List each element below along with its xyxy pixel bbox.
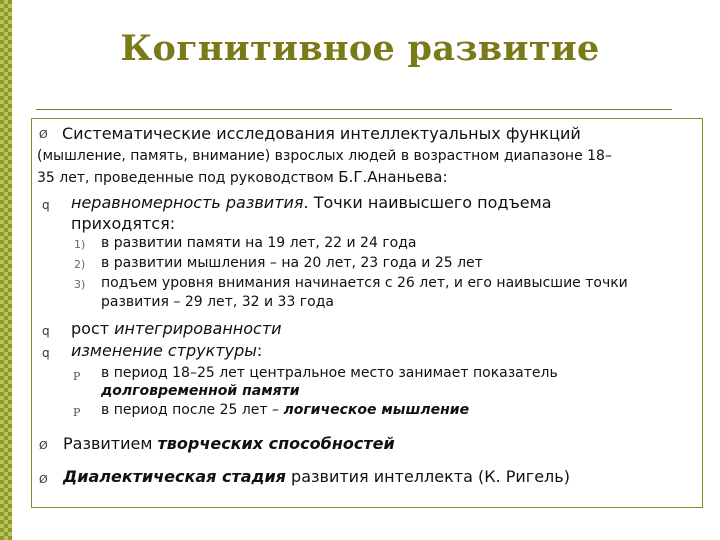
arrow-bullet-icon: Ø [39,128,48,141]
point3-sub1-line-1: в период 18–25 лет центральное место занимает показатель [101,365,558,381]
sub-bullet-icon: P [73,406,81,419]
point5-line [63,467,570,486]
sub-bullet-icon: P [73,370,81,383]
point1-italic: неравномерность развития [71,193,304,212]
arrow-bullet-icon: Ø [39,439,48,452]
intro-line-3-text: 35 лет, проведенные под руководством [37,170,339,186]
intro-line-2: (мышление, память, внимание) взрослых людей в возрастном диапазоне 18– [37,148,612,164]
decorative-checker-strip [0,0,12,540]
point1-line-1 [71,193,552,212]
point3-sub2-bold: логическое мышление [283,402,470,418]
title-divider [36,109,672,110]
point4-bold: творческих способностей [157,434,395,453]
intro-line-3 [37,168,448,186]
point2-line [71,319,282,338]
square-bullet-icon: q [42,324,50,338]
point1-rest: . Точки наивысшего подъема [303,193,552,212]
point4-line [63,434,395,453]
point3-rest: : [256,341,263,360]
point5-bold: Диалектическая стадия [63,467,286,486]
point4-pre: Развитием [63,434,158,453]
point1-item-3: подъем уровня внимания начинается с 26 лет, и его наивысшие точки [101,275,628,291]
item-number: 2) [74,258,86,271]
point1-line-2: приходятся: [71,214,176,233]
item-number: 3) [74,278,86,291]
point1-item-3-line-2: развития – 29 лет, 32 и 33 года [101,294,334,310]
item-number: 1) [74,238,86,251]
slide-title: Когнитивное развитие [120,28,600,69]
square-bullet-icon: q [42,346,50,360]
point5-rest: развития интеллекта (К. Ригель) [285,467,570,486]
point1-item-1: в развитии памяти на 19 лет, 22 и 24 года [101,235,417,251]
point3-sub1-bold: долговременной памяти [101,383,300,399]
intro-author: Б.Г.Ананьева: [338,168,448,186]
arrow-bullet-icon: Ø [39,473,48,486]
square-bullet-icon: q [42,198,50,212]
point1-item-2: в развитии мышления – на 20 лет, 23 года и 25 лет [101,255,483,271]
point3-sub1-line-2 [101,383,300,399]
intro-line-1: Систематические исследования интеллектуальных функций [62,124,581,143]
point3-line [71,341,262,360]
point3-sub2-pre: в период после 25 лет – [101,402,284,418]
point3-italic: изменение структуры [71,341,257,360]
point2-pre: рост [71,319,115,338]
point2-italic: интегрированности [114,319,282,338]
point3-sub2-line [101,402,469,418]
